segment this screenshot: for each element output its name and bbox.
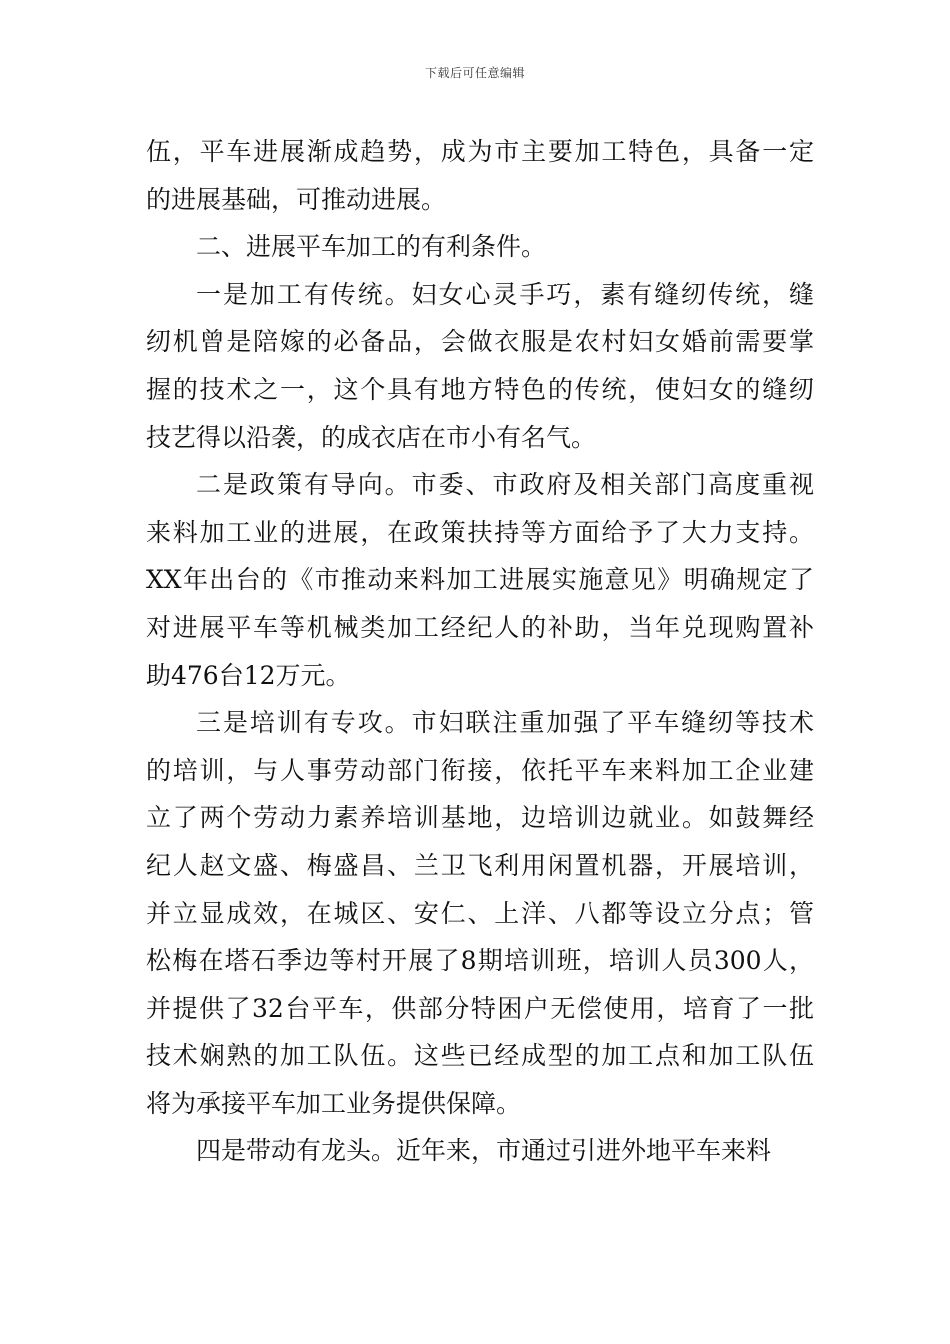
text-line: 并提供了32台平车，供部分特困户无偿使用，培育了一批: [146, 993, 814, 1023]
text-line: 伍，平车进展渐成趋势，成为市主要加工特色，具备一定: [146, 137, 814, 166]
text-line: 技术娴熟的加工队伍。这些已经成型的加工点和加工队伍: [146, 1041, 814, 1071]
text-line: 对进展平车等机械类加工经纪人的补助，当年兑现购置补: [146, 612, 814, 642]
text-line: XX年出台的《市推动来料加工进展实施意见》明确规定了: [146, 565, 814, 595]
text-line: 松梅在塔石季边等村开展了8期培训班，培训人员300人，: [146, 946, 814, 976]
text-line: 握的技术之一，这个具有地方特色的传统，使妇女的缝纫: [146, 374, 814, 404]
paragraph: [146, 128, 814, 223]
document-body: [146, 128, 814, 1175]
page-header: 下载后可任意编辑: [424, 66, 525, 80]
text-line: 并立显成效，在城区、安仁、上洋、八都等设立分点；管: [146, 898, 814, 928]
text-line: 将为承接平车加工业务提供保障。: [146, 1088, 522, 1118]
paragraph: [146, 699, 814, 1127]
text-line: 二、进展平车加工的有利条件。: [196, 232, 547, 262]
text-line: 的进展基础，可推动进展。: [146, 184, 447, 214]
text-line: 立了两个劳动力素养培训基地，边培训边就业。如鼓舞经: [146, 803, 814, 833]
text-line: 二是政策有导向。市委、市政府及相关部门高度重视: [196, 470, 814, 500]
text-line: 四是带动有龙头。近年来，市通过引进外地平车来料: [196, 1136, 772, 1166]
paragraph: [146, 223, 814, 271]
text-line: 的培训，与人事劳动部门衔接，依托平车来料加工企业建: [146, 755, 814, 785]
text-line: 纫机曾是陪嫁的必备品，会做衣服是农村妇女婚前需要掌: [146, 327, 814, 357]
text-line: 一是加工有传统。妇女心灵手巧，素有缝纫传统，缝: [196, 279, 814, 309]
text-line: 纪人赵文盛、梅盛昌、兰卫飞利用闲置机器，开展培训，: [146, 850, 814, 880]
text-line: 助476台12万元。: [146, 660, 351, 690]
text-line: 来料加工业的进展，在政策扶持等方面给予了大力支持。: [146, 517, 814, 547]
text-line: 三是培训有专攻。市妇联注重加强了平车缝纫等技术: [196, 708, 814, 738]
paragraph: [146, 271, 814, 461]
text-line: 技艺得以沿袭，的成衣店在市小有名气。: [146, 422, 597, 452]
paragraph: [146, 1127, 814, 1175]
paragraph: [146, 461, 814, 699]
